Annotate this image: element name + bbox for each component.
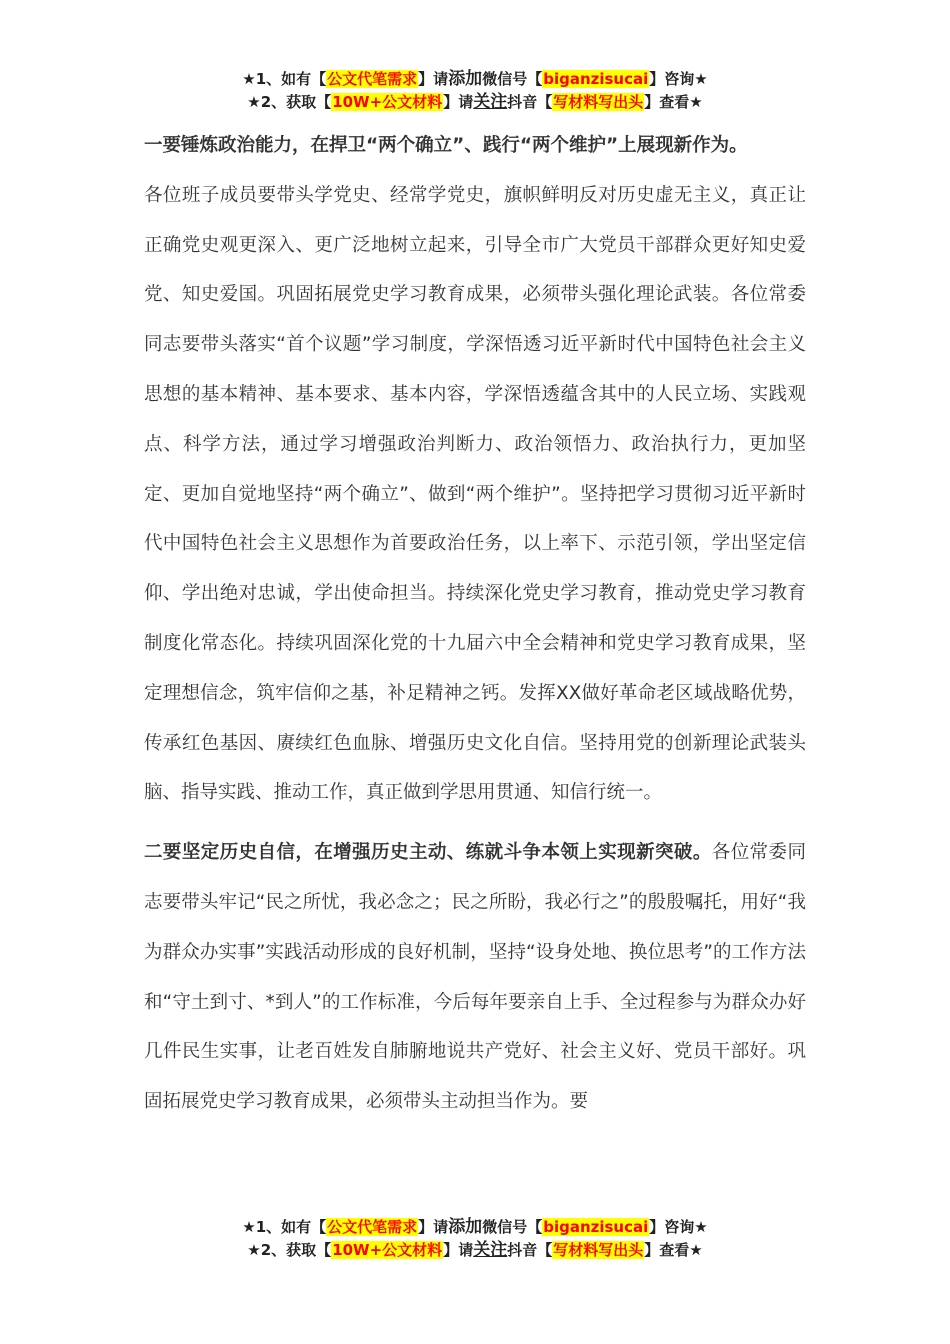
promo-line-1: ★1、如有【公文代笔需求】请添加微信号【biganzisucai】咨询★ xyxy=(242,69,708,89)
douyin-highlight: 写材料写出头 xyxy=(553,93,644,111)
wechat-id-highlight: biganzisucai xyxy=(543,1218,649,1236)
douyin-highlight: 写材料写出头 xyxy=(553,1241,644,1259)
promo-line-2: ★2、获取【10W+公文材料】请关注抖音【写材料写出头】查看★ xyxy=(247,1240,703,1260)
material-highlight: 10W+公文材料 xyxy=(332,1241,443,1259)
promo-line-2: ★2、获取【10W+公文材料】请关注抖音【写材料写出头】查看★ xyxy=(247,92,703,112)
promo-line-1: ★1、如有【公文代笔需求】请添加微信号【biganzisucai】咨询★ xyxy=(242,1217,708,1237)
paragraph-1 xyxy=(144,121,806,818)
paragraph-1-heading: 一要锤炼政治能力，在捍卫“两个确立”、践行“两个维护”上展现新作为。 xyxy=(144,135,748,156)
paragraph-2-body: 各位常委同志要带头牢记“民之所忧，我必念之；民之所盼，我必行之”的殷殷嘱托，用好“我为群众办实事”实践活动形成的良好机制，坚持“设身处地、换位思考”的工作方法和“守土到寸、*到人”的工作标准，今后每年要亲自上手、全过程参与为群众办好几件民生实事，让老百姓发自肺腑地说共产党好、社会主义好、党员干部好。巩固拓展党史学习教育成果，必须带头主动担当作为。要 xyxy=(144,842,806,1113)
service-highlight: 公文代笔需求 xyxy=(327,1218,418,1236)
service-highlight: 公文代笔需求 xyxy=(327,70,418,88)
paragraph-2 xyxy=(144,828,806,1127)
paragraph-1-body: 各位班子成员要带头学党史、经常学党史，旗帜鲜明反对历史虚无主义，真正让正确党史观更深入、更广泛地树立起来，引导全市广大党员干部群众更好知史爱党、知史爱国。巩固拓展党史学习教育成果，必须带头强化理论武装。各位常委同志要带头落实“首个议题”学习制度，学深悟透习近平新时代中国特色社会主义思想的基本精神、基本要求、基本内容，学深悟透蕴含其中的人民立场、实践观点、科学方法，通过学习增强政治判断力、政治领悟力、政治执行力，更加坚定、更加自觉地坚持“两个确立”、做到“两个维护”。坚持把学习贯彻习近平新时代中国特色社会主义思想作为首要政治任务，以上率下、示范引领，学出坚定信仰、学出绝对忠诚，学出使命担当。持续深化党史学习教育，推动党史学习教育制度化常态化。持续巩固深化党的十九届六中全会精神和党史学习教育成果，坚定理想信念，筑牢信仰之基，补足精神之钙。发挥XX做好革命老区域战略优势，传承红色基因、赓续红色血脉、增强历史文化自信。坚持用党的创新理论武装头脑、指导实践、推动工作，真正做到学思用贯通、知信行统一。 xyxy=(144,184,806,804)
paragraph-2-heading: 二要坚定历史自信，在增强历史主动、练就斗争本领上实现新突破。 xyxy=(144,842,712,864)
footer-promo-banner xyxy=(0,1216,950,1262)
wechat-id-highlight: biganzisucai xyxy=(543,70,649,88)
article-body xyxy=(144,121,806,1127)
material-highlight: 10W+公文材料 xyxy=(332,93,443,111)
header-promo-banner xyxy=(0,68,950,114)
